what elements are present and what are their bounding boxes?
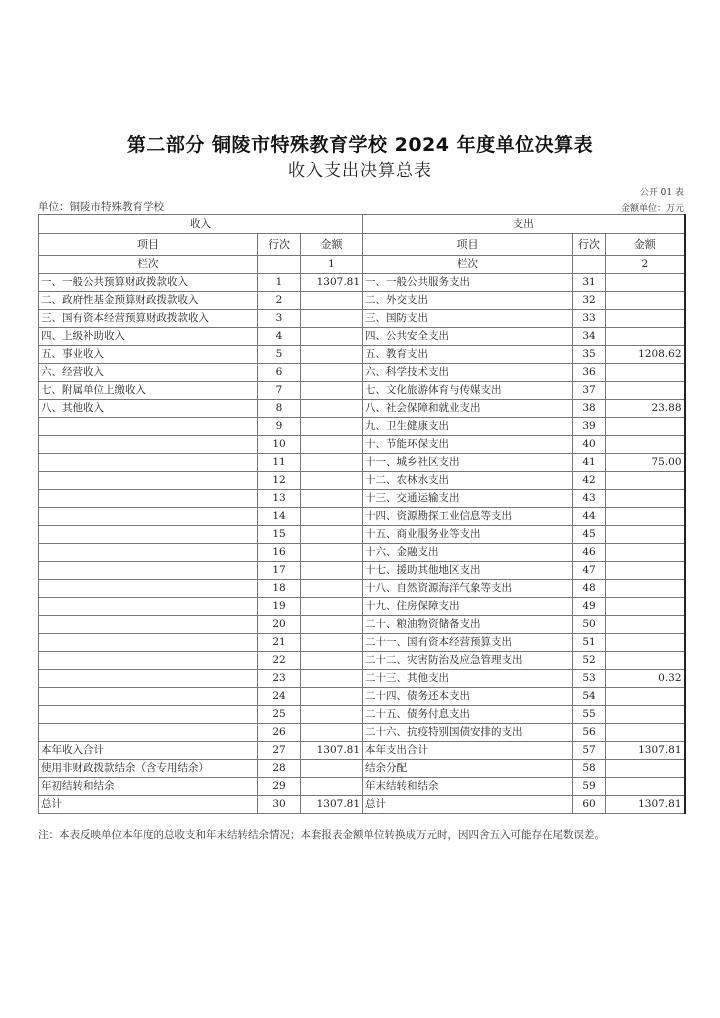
expense-row-no-cell: 42	[573, 472, 606, 490]
income-row-no-cell: 23	[258, 670, 301, 688]
income-row-no-cell: 19	[258, 598, 301, 616]
table-row	[39, 688, 685, 706]
income-item-cell	[39, 580, 258, 598]
expense-item-cell: 二十四、债务还本支出	[363, 688, 573, 706]
income-item-cell: 总计	[39, 796, 258, 814]
expense-item-cell: 二十六、抗疫特别国债安排的支出	[363, 724, 573, 742]
table-row	[39, 652, 685, 670]
expense-amount-cell	[606, 688, 685, 706]
income-amount-cell: 1307.81	[301, 796, 363, 814]
table-row	[39, 562, 685, 580]
expense-item-cell: 年末结转和结余	[363, 778, 573, 796]
income-amount-cell	[301, 616, 363, 634]
column-number-row	[39, 256, 685, 274]
income-column-number: 1	[301, 256, 363, 274]
expense-row-no-cell: 41	[573, 454, 606, 472]
table-row	[39, 418, 685, 436]
expense-amount-cell	[606, 310, 685, 328]
expense-amount-cell	[606, 778, 685, 796]
expense-item-cell: 十九、住房保障支出	[363, 598, 573, 616]
unit-label: 单位：铜陵市特殊教育学校	[38, 201, 164, 213]
expense-item-cell: 十三、交通运输支出	[363, 490, 573, 508]
income-amount-cell	[301, 292, 363, 310]
expense-amount-cell	[606, 490, 685, 508]
expense-amount-cell	[606, 526, 685, 544]
income-item-cell	[39, 670, 258, 688]
table-row	[39, 580, 685, 598]
income-amount-cell	[301, 490, 363, 508]
expense-amount-cell	[606, 760, 685, 778]
table-row	[39, 544, 685, 562]
income-item-cell	[39, 544, 258, 562]
income-row-no-cell: 12	[258, 472, 301, 490]
expense-item-cell: 七、文化旅游体育与传媒支出	[363, 382, 573, 400]
income-row-no-cell: 13	[258, 490, 301, 508]
income-row-no-cell: 16	[258, 544, 301, 562]
expense-row-no-cell: 50	[573, 616, 606, 634]
income-expense-table	[38, 214, 686, 814]
income-amount-cell	[301, 724, 363, 742]
table-row	[39, 346, 685, 364]
expense-item-cell: 十一、城乡社区支出	[363, 454, 573, 472]
expense-item-cell: 十五、商业服务业等支出	[363, 526, 573, 544]
expense-item-cell: 九、卫生健康支出	[363, 418, 573, 436]
expense-amount-cell: 0.32	[606, 670, 685, 688]
income-amount-cell	[301, 670, 363, 688]
income-item-cell	[39, 724, 258, 742]
expense-row-no-cell: 39	[573, 418, 606, 436]
table-row	[39, 742, 685, 760]
table-row	[39, 760, 685, 778]
income-row-no-cell: 6	[258, 364, 301, 382]
income-item-cell: 二、政府性基金预算财政拨款收入	[39, 292, 258, 310]
income-row-no-cell: 29	[258, 778, 301, 796]
income-row-no-cell: 21	[258, 634, 301, 652]
income-amount-cell	[301, 364, 363, 382]
table-row	[39, 472, 685, 490]
income-amount-cell	[301, 652, 363, 670]
expense-row-no-cell: 31	[573, 274, 606, 292]
table-row	[39, 724, 685, 742]
table-row	[39, 508, 685, 526]
expense-amount-cell	[606, 580, 685, 598]
table-row	[39, 616, 685, 634]
expense-item-header: 项目	[363, 234, 573, 256]
expense-amount-cell	[606, 364, 685, 382]
column-header-row	[39, 234, 685, 256]
income-item-cell	[39, 634, 258, 652]
income-row-no-cell: 25	[258, 706, 301, 724]
income-row-no-cell: 10	[258, 436, 301, 454]
income-amount-cell	[301, 472, 363, 490]
expense-amount-cell	[606, 472, 685, 490]
expense-row-no-cell: 32	[573, 292, 606, 310]
expense-item-cell: 三、国防支出	[363, 310, 573, 328]
income-row-no-cell: 18	[258, 580, 301, 598]
expense-row-no-cell: 34	[573, 328, 606, 346]
income-amount-header: 金额	[301, 234, 363, 256]
income-item-cell: 三、国有资本经营预算财政拨款收入	[39, 310, 258, 328]
expense-row-no-cell: 40	[573, 436, 606, 454]
table-row	[39, 382, 685, 400]
table-row	[39, 274, 685, 292]
table-row	[39, 598, 685, 616]
expense-amount-cell	[606, 328, 685, 346]
income-amount-cell	[301, 346, 363, 364]
expense-item-cell: 十八、自然资源海洋气象等支出	[363, 580, 573, 598]
expense-row-no-header: 行次	[573, 234, 606, 256]
income-amount-cell	[301, 310, 363, 328]
expense-item-cell: 二十二、灾害防治及应急管理支出	[363, 652, 573, 670]
table-row	[39, 400, 685, 418]
expense-row-no-cell: 60	[573, 796, 606, 814]
income-amount-cell	[301, 706, 363, 724]
income-row-no-cell: 11	[258, 454, 301, 472]
expense-item-cell: 本年支出合计	[363, 742, 573, 760]
expense-amount-cell	[606, 418, 685, 436]
income-amount-cell	[301, 400, 363, 418]
income-row-no-cell: 27	[258, 742, 301, 760]
expense-amount-cell	[606, 436, 685, 454]
income-item-cell	[39, 688, 258, 706]
income-row-no-cell: 8	[258, 400, 301, 418]
income-section-header: 收入	[39, 215, 363, 234]
expense-amount-cell	[606, 724, 685, 742]
table-row	[39, 364, 685, 382]
expense-item-cell: 四、公共安全支出	[363, 328, 573, 346]
expense-amount-cell	[606, 634, 685, 652]
expense-row-no-cell: 43	[573, 490, 606, 508]
expense-item-cell: 结余分配	[363, 760, 573, 778]
income-item-cell: 七、附属单位上缴收入	[39, 382, 258, 400]
expense-row-no-cell: 35	[573, 346, 606, 364]
expense-amount-cell	[606, 598, 685, 616]
expense-item-cell: 十六、金融支出	[363, 544, 573, 562]
expense-item-cell: 一、一般公共服务支出	[363, 274, 573, 292]
income-item-cell: 本年收入合计	[39, 742, 258, 760]
expense-item-cell: 十、节能环保支出	[363, 436, 573, 454]
expense-section-header: 支出	[363, 215, 685, 234]
income-item-cell	[39, 616, 258, 634]
income-row-no-cell: 26	[258, 724, 301, 742]
table-number: 公开 01 表	[639, 188, 684, 198]
income-item-cell	[39, 508, 258, 526]
income-item-cell: 四、上级补助收入	[39, 328, 258, 346]
income-amount-cell	[301, 418, 363, 436]
income-amount-cell	[301, 688, 363, 706]
table-row	[39, 778, 685, 796]
income-item-cell: 一、一般公共预算财政拨款收入	[39, 274, 258, 292]
expense-item-cell: 二十、粮油物资储备支出	[363, 616, 573, 634]
table-row	[39, 706, 685, 724]
expense-amount-cell	[606, 508, 685, 526]
income-column-label: 栏次	[39, 256, 258, 274]
expense-item-cell: 二十一、国有资本经营预算支出	[363, 634, 573, 652]
expense-amount-cell	[606, 274, 685, 292]
table-row	[39, 796, 685, 814]
empty-cell	[258, 256, 301, 274]
income-item-cell	[39, 562, 258, 580]
income-item-cell: 年初结转和结余	[39, 778, 258, 796]
expense-column-label: 栏次	[363, 256, 573, 274]
expense-row-no-cell: 58	[573, 760, 606, 778]
expense-row-no-cell: 44	[573, 508, 606, 526]
expense-row-no-cell: 57	[573, 742, 606, 760]
expense-row-no-cell: 38	[573, 400, 606, 418]
expense-row-no-cell: 59	[573, 778, 606, 796]
income-amount-cell	[301, 544, 363, 562]
income-item-cell: 五、事业收入	[39, 346, 258, 364]
expense-amount-cell: 23.88	[606, 400, 685, 418]
income-row-no-cell: 1	[258, 274, 301, 292]
income-amount-cell	[301, 328, 363, 346]
income-row-no-cell: 14	[258, 508, 301, 526]
income-row-no-cell: 5	[258, 346, 301, 364]
table-row	[39, 436, 685, 454]
expense-item-cell: 八、社会保障和就业支出	[363, 400, 573, 418]
expense-amount-cell: 75.00	[606, 454, 685, 472]
income-row-no-cell: 30	[258, 796, 301, 814]
expense-item-cell: 十七、援助其他地区支出	[363, 562, 573, 580]
income-amount-cell	[301, 598, 363, 616]
income-item-cell: 六、经营收入	[39, 364, 258, 382]
expense-item-cell: 十四、资源勘探工业信息等支出	[363, 508, 573, 526]
expense-item-cell: 十二、农林水支出	[363, 472, 573, 490]
footnote: 注：本表反映单位本年度的总收支和年末结转结余情况；本套报表金额单位转换成万元时，因四舍五入可能存在尾数误差。	[38, 829, 605, 841]
income-amount-cell	[301, 580, 363, 598]
expense-amount-cell: 1307.81	[606, 742, 685, 760]
income-row-no-cell: 22	[258, 652, 301, 670]
expense-item-cell: 二十五、债务付息支出	[363, 706, 573, 724]
expense-row-no-cell: 53	[573, 670, 606, 688]
expense-amount-cell	[606, 706, 685, 724]
income-amount-cell	[301, 526, 363, 544]
income-item-cell	[39, 526, 258, 544]
expense-row-no-cell: 36	[573, 364, 606, 382]
income-item-cell	[39, 598, 258, 616]
expense-row-no-cell: 55	[573, 706, 606, 724]
expense-row-no-cell: 47	[573, 562, 606, 580]
expense-amount-cell: 1208.62	[606, 346, 685, 364]
expense-amount-cell	[606, 544, 685, 562]
income-amount-cell	[301, 562, 363, 580]
empty-cell	[573, 256, 606, 274]
expense-row-no-cell: 33	[573, 310, 606, 328]
expense-amount-header: 金额	[606, 234, 685, 256]
income-item-cell: 八、其他收入	[39, 400, 258, 418]
expense-amount-cell: 1307.81	[606, 796, 685, 814]
income-item-cell	[39, 706, 258, 724]
income-amount-cell: 1307.81	[301, 274, 363, 292]
page-subtitle: 收入支出决算总表	[288, 161, 432, 181]
income-amount-cell	[301, 382, 363, 400]
income-amount-cell	[301, 436, 363, 454]
income-amount-cell	[301, 454, 363, 472]
expense-item-cell: 总计	[363, 796, 573, 814]
expense-column-number: 2	[606, 256, 685, 274]
income-amount-cell	[301, 634, 363, 652]
expense-row-no-cell: 51	[573, 634, 606, 652]
income-item-header: 项目	[39, 234, 258, 256]
income-row-no-cell: 4	[258, 328, 301, 346]
table-row	[39, 490, 685, 508]
income-row-no-cell: 15	[258, 526, 301, 544]
expense-row-no-cell: 54	[573, 688, 606, 706]
table-row	[39, 670, 685, 688]
page-title: 第二部分 铜陵市特殊教育学校 2024 年度单位决算表	[126, 134, 594, 156]
income-row-no-cell: 7	[258, 382, 301, 400]
income-item-cell	[39, 472, 258, 490]
income-amount-cell	[301, 778, 363, 796]
table-row	[39, 526, 685, 544]
income-item-cell	[39, 436, 258, 454]
expense-amount-cell	[606, 652, 685, 670]
income-row-no-cell: 24	[258, 688, 301, 706]
table-row	[39, 634, 685, 652]
expense-item-cell: 二、外交支出	[363, 292, 573, 310]
amount-unit-label: 金额单位：万元	[620, 204, 684, 214]
expense-row-no-cell: 45	[573, 526, 606, 544]
income-amount-cell	[301, 508, 363, 526]
expense-row-no-cell: 46	[573, 544, 606, 562]
expense-amount-cell	[606, 562, 685, 580]
section-header-row	[39, 215, 685, 234]
income-row-no-cell: 2	[258, 292, 301, 310]
table-row	[39, 454, 685, 472]
income-amount-cell	[301, 760, 363, 778]
expense-item-cell: 五、教育支出	[363, 346, 573, 364]
income-item-cell: 使用非财政拨款结余（含专用结余）	[39, 760, 258, 778]
income-item-cell	[39, 652, 258, 670]
expense-item-cell: 二十三、其他支出	[363, 670, 573, 688]
expense-amount-cell	[606, 292, 685, 310]
expense-item-cell: 六、科学技术支出	[363, 364, 573, 382]
income-row-no-cell: 9	[258, 418, 301, 436]
table-row	[39, 328, 685, 346]
income-row-no-cell: 20	[258, 616, 301, 634]
income-item-cell	[39, 454, 258, 472]
expense-row-no-cell: 48	[573, 580, 606, 598]
table-row	[39, 292, 685, 310]
expense-row-no-cell: 49	[573, 598, 606, 616]
income-row-no-cell: 3	[258, 310, 301, 328]
expense-row-no-cell: 52	[573, 652, 606, 670]
table-row	[39, 310, 685, 328]
income-row-no-header: 行次	[258, 234, 301, 256]
income-item-cell	[39, 490, 258, 508]
income-row-no-cell: 28	[258, 760, 301, 778]
expense-amount-cell	[606, 616, 685, 634]
expense-row-no-cell: 37	[573, 382, 606, 400]
income-row-no-cell: 17	[258, 562, 301, 580]
income-item-cell	[39, 418, 258, 436]
expense-row-no-cell: 56	[573, 724, 606, 742]
expense-amount-cell	[606, 382, 685, 400]
income-amount-cell: 1307.81	[301, 742, 363, 760]
